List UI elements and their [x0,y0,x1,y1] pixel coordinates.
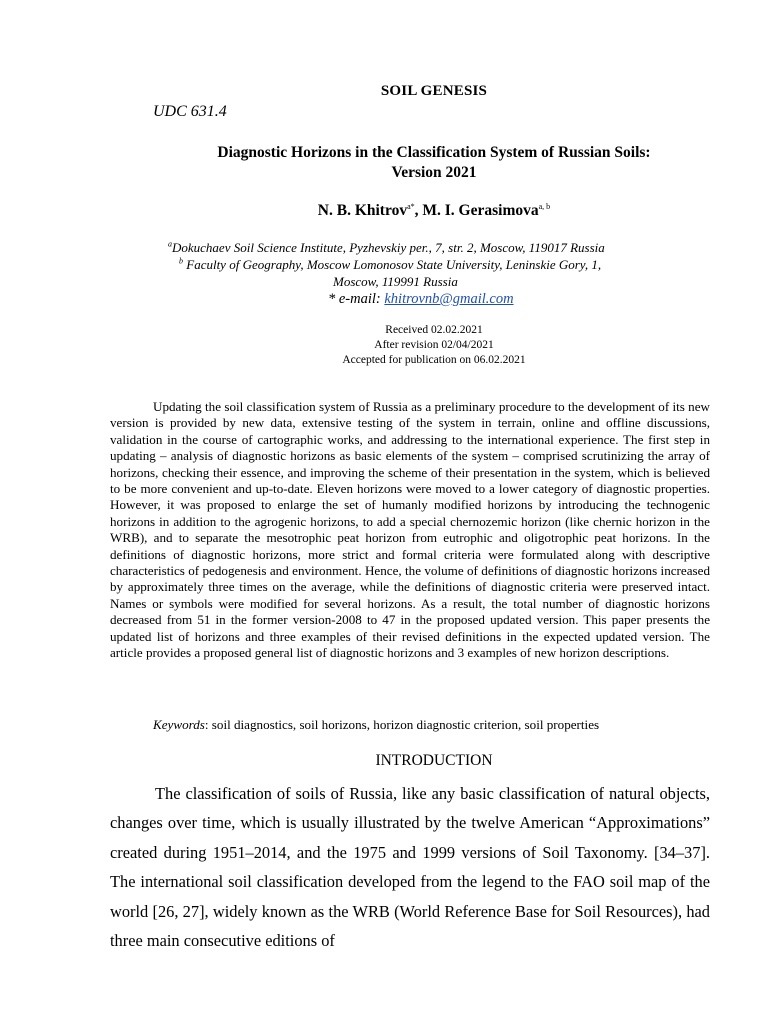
author-1-affiliation-mark: a* [407,201,415,211]
introduction-paragraph: The classification of soils of Russia, like any basic classification of natural objects, changes over time, which is usually illustrated by the twelve American “Approximations” created during 1951–2014, and the 1975 and 1999 versions of Soil Taxonomy. [34–37]. The international soil classification developed from the legend to the FAO soil map of the world [26, 27], widely known as the WRB (World Reference Base for Soil Resources), had three main consecutive editions of [110,784,710,951]
article-title-line1: Diagnostic Horizons in the Classification System of Russian Soils: [217,144,651,161]
introduction-heading: INTRODUCTION [375,752,493,769]
received-date: Received 02.02.2021 [385,324,483,336]
article-title-line2: Version 2021 [391,164,477,181]
author-2: M. I. Gerasimova [422,202,539,219]
revised-date: After revision 02/04/2021 [374,339,494,351]
authors [0,202,768,220]
affiliation-a-mark: a [168,239,172,249]
author-1: N. B. Khitrov [317,202,408,219]
affiliation-a-text: Dokuchaev Soil Science Institute, Pyzhevskiy per., 7, str. 2, Moscow, 119017 Russia [172,240,605,255]
author-separator: , [414,202,423,219]
abstract [110,399,710,662]
abstract-text: Updating the soil classification system of Russia as a preliminary procedure to the development of its new version is provided by new data, extensive testing of the system in terrain, online and offline discussions, validation in the course of cartographic works, and addressing to the international experience. The first step in updating – analysis of diagnostic horizons as basic elements of the system – comprised scrutinizing the array of horizons, checking their essence, and improving the scheme of their presentation in the system, which is believed to be more convenient and up-to-date. Eleven horizons were moved to a lower category of diagnostic properties. However, it was proposed to enlarge the set of humanly modified horizons by introducing the technogenic horizons in addition to the agrogenic horizons, to add a special chernozemic horizon (like chernic horizon in the WRB), and to separate the mesotrophic peat horizon from eutrophic and oligotrophic peat horizons. In the definitions of diagnostic horizons, more strict and formal criteria were formulated along with descriptive characteristics of pedogenesis and environment. Hence, the volume of definitions of diagnostic horizons increased by approximately three times on the average, while the definitions of diagnostic criteria were preserved intact. Names or symbols were modified for several horizons. As a result, the total number of diagnostic horizons decreased from 51 in the former version-2008 to 47 in the proposed updated version. This paper presents the updated list of horizons and three examples of their revised definitions in the expected updated version. The article provides a proposed general list of diagnostic horizons and 3 examples of new horizon descriptions. [110,399,710,661]
keywords-text: : soil diagnostics, soil horizons, horizon diagnostic criterion, soil properties [204,717,600,732]
introduction-body [110,779,710,955]
email-link[interactable]: khitrovnb@gmail.com [384,291,514,307]
author-2-affiliation-mark: a, b [538,201,551,211]
accepted-date: Accepted for publication on 06.02.2021 [342,354,526,366]
keywords-label: Keywords [153,717,205,732]
section-heading: SOIL GENESIS [380,83,488,99]
affiliation-a [168,240,605,256]
email-label: * e-mail: [328,291,385,307]
udc-code: UDC 631.4 [153,103,227,120]
affiliation-b-text: Faculty of Geography, Moscow Lomonosov State University, Leninskie Gory, 1, [183,257,602,272]
contact-email [328,291,514,308]
affiliation-b-mark: b [179,256,183,266]
affiliation-b-line2: Moscow, 119991 Russia [333,274,458,289]
keywords [153,717,599,733]
affiliation-b [179,257,601,273]
